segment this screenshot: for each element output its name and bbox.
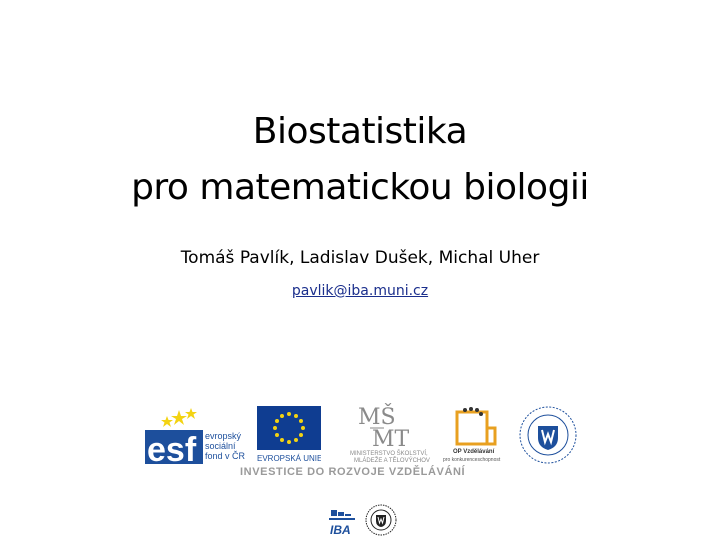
muni-seal-icon <box>517 404 579 466</box>
title-line-2: pro matematickou biologii <box>131 167 589 208</box>
svg-text:esf: esf <box>147 431 197 464</box>
faculty-seal-logo <box>365 504 397 536</box>
eu-flag-icon <box>257 406 321 464</box>
email-link[interactable]: pavlik@iba.muni.cz <box>291 283 429 299</box>
email-line <box>0 283 720 299</box>
investice-slogan: INVESTICE DO ROZVOJE VZDĚLÁVÁNÍ <box>240 466 466 478</box>
op-vk-logo <box>443 406 515 464</box>
slide-title <box>0 104 720 216</box>
esf-text-1: evropský <box>205 431 242 441</box>
svg-text:MŠ: MŠ <box>358 405 396 430</box>
esf-logo <box>145 406 249 464</box>
faculty-seal-icon <box>365 504 397 536</box>
iba-logo-icon <box>327 508 359 536</box>
op-label-2: pro konkurenceschopnost <box>443 457 501 463</box>
authors: Tomáš Pavlík, Ladislav Dušek, Michal Uher <box>180 248 540 268</box>
logo-bar <box>145 402 577 482</box>
msmt-emblem-icon <box>350 402 430 464</box>
eu-label: EVROPSKÁ UNIE <box>257 454 321 463</box>
title-line-1: Biostatistika <box>252 111 468 152</box>
eu-flag-logo <box>257 406 321 464</box>
esf-text-3: fond v ČR <box>205 451 246 461</box>
esf-logo-graphic <box>145 406 249 464</box>
iba-logo <box>327 508 359 536</box>
msmt-label-2: MLÁDEŽE A TĚLOVÝCHOVY <box>354 458 430 464</box>
op-label-1: OP Vzdělávání <box>453 449 495 455</box>
msmt-label-1: MINISTERSTVO ŠKOLSTVÍ, <box>350 451 428 457</box>
op-vk-icon <box>443 406 515 464</box>
msmt-logo <box>350 402 430 464</box>
svg-text:MT: MT <box>372 427 410 452</box>
muni-seal-logo <box>517 404 579 466</box>
esf-text-2: sociální <box>205 441 236 451</box>
iba-label: IBA <box>330 523 351 536</box>
